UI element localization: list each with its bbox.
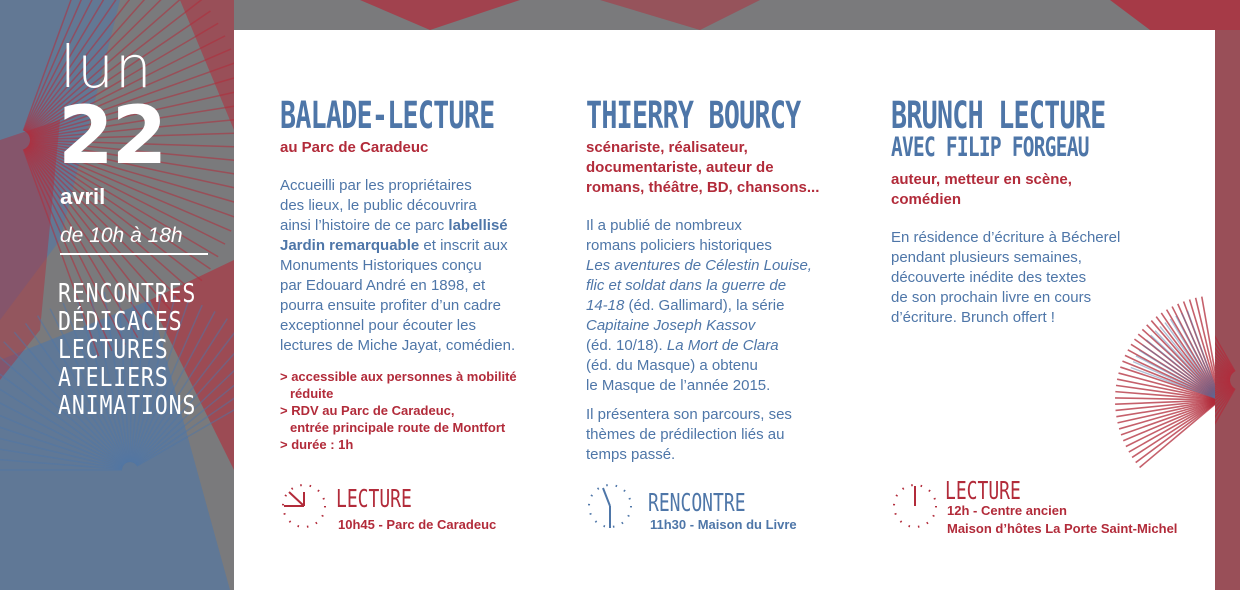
shape-decoration — [600, 0, 760, 30]
event-time: 11h30 - Maison du Livre — [650, 517, 797, 532]
clock-icon — [891, 482, 941, 532]
text-line: lectures de Miche Jayat, comédien. — [280, 337, 516, 354]
text-line: et inscrit aux — [419, 237, 508, 254]
event-balade-lecture — [280, 94, 570, 453]
text-line: romans policiers historiques — [586, 237, 772, 254]
shape-decoration — [1215, 30, 1240, 590]
text-line: de son prochain livre en cours — [891, 289, 1092, 306]
event-title: BRUNCH LECTURE — [891, 94, 1106, 137]
opening-hours: de 10h à 18h — [60, 224, 183, 247]
text-line: pendant plusieurs semaines, — [891, 249, 1082, 266]
text-line: (éd. Gallimard), la série — [624, 297, 785, 314]
text-line: Monuments Historiques conçu — [280, 257, 482, 274]
divider — [60, 253, 208, 255]
day-name: lun — [60, 33, 153, 101]
text-line: scénariste, réalisateur, — [586, 139, 748, 156]
shape-decoration — [360, 0, 520, 30]
text-line: Il a publié de nombreux — [586, 217, 742, 234]
text-line: exceptionnel pour écouter les — [280, 317, 476, 334]
event-subtitle — [586, 138, 861, 198]
note-line: > accessible aux personnes à mobilité — [280, 369, 517, 384]
event-description — [586, 216, 861, 396]
month-name: avril — [60, 184, 106, 209]
event-title-2: AVEC FILIP FORGEAU — [891, 132, 1089, 163]
text-line: La Mort de Clara — [666, 337, 779, 354]
event-subtitle — [891, 170, 1191, 210]
rays-decoration — [1105, 280, 1215, 540]
text-line: Capitaine Joseph Kassov — [586, 317, 756, 334]
event-place: Maison d’hôtes La Porte Saint-Michel — [947, 521, 1178, 536]
text-line: Jardin remarquable — [280, 237, 420, 254]
activity-item: DÉDICACES — [58, 307, 183, 337]
text-line: Les aventures de Célestin Louise, — [586, 257, 812, 274]
activity-item: RENCONTRES — [58, 279, 197, 309]
text-line: Accueilli par les propriétaires — [280, 177, 472, 194]
text-line: pourra ensuite profiter d’un cadre — [280, 297, 501, 314]
activity-item: LECTURES — [58, 335, 169, 365]
activity-item: ANIMATIONS — [58, 391, 197, 421]
text-line: le Masque de l’année 2015. — [586, 377, 771, 394]
event-time: 12h - Centre ancien — [947, 503, 1067, 518]
text-line: auteur, metteur en scène, — [891, 171, 1072, 188]
event-subtitle: au Parc de Caradeuc — [280, 139, 429, 156]
event-type: LECTURE — [336, 484, 412, 513]
event-time: 10h45 - Parc de Caradeuc — [338, 517, 497, 532]
text-line: ainsi l’histoire de ce parc — [280, 217, 449, 234]
clock-icon — [586, 482, 636, 532]
text-line: thèmes de prédilection liés au — [586, 426, 785, 443]
text-line: documentariste, auteur de — [586, 159, 774, 176]
clock-icon — [280, 482, 330, 532]
text-line: flic et soldat dans la guerre de — [586, 277, 787, 294]
text-line: (éd. du Masque) a obtenu — [586, 357, 758, 374]
event-type: LECTURE — [945, 476, 1021, 505]
note-line: entrée principale route de Montfort — [290, 420, 506, 435]
text-line: Il présentera son parcours, ses — [586, 406, 792, 423]
event-title: THIERRY BOURCY — [586, 94, 801, 137]
event-description-2 — [586, 405, 861, 465]
text-line: temps passé. — [586, 446, 676, 463]
day-number: 22 — [58, 89, 166, 182]
date-sidebar — [0, 0, 234, 590]
text-line: découverte inédite des textes — [891, 269, 1087, 286]
note-line: > durée : 1h — [280, 437, 354, 452]
activities-list — [58, 280, 225, 420]
text-line: romans, théâtre, BD, chansons... — [586, 179, 820, 196]
text-line: 14-18 — [586, 297, 625, 314]
program-panel — [234, 30, 1215, 590]
text-line: En résidence d’écriture à Bécherel — [891, 229, 1121, 246]
text-line: des lieux, le public découvrira — [280, 197, 477, 214]
shape-decoration — [1110, 0, 1240, 30]
activity-item: ATELIERS — [58, 363, 169, 393]
event-notes — [280, 368, 570, 453]
text-line: comédien — [891, 191, 962, 208]
text-line: labellisé — [448, 217, 508, 234]
event-thierry-bourcy — [586, 94, 861, 465]
text-line: d’écriture. Brunch offert ! — [891, 309, 1055, 326]
note-line: réduite — [290, 386, 334, 401]
note-line: > RDV au Parc de Caradeuc, — [280, 403, 455, 418]
event-title: BALADE-LECTURE — [280, 94, 495, 137]
text-line: (éd. 10/18). — [586, 337, 667, 354]
event-type: RENCONTRE — [648, 488, 746, 517]
event-description — [280, 176, 570, 356]
text-line: par Edouard André en 1898, et — [280, 277, 486, 294]
